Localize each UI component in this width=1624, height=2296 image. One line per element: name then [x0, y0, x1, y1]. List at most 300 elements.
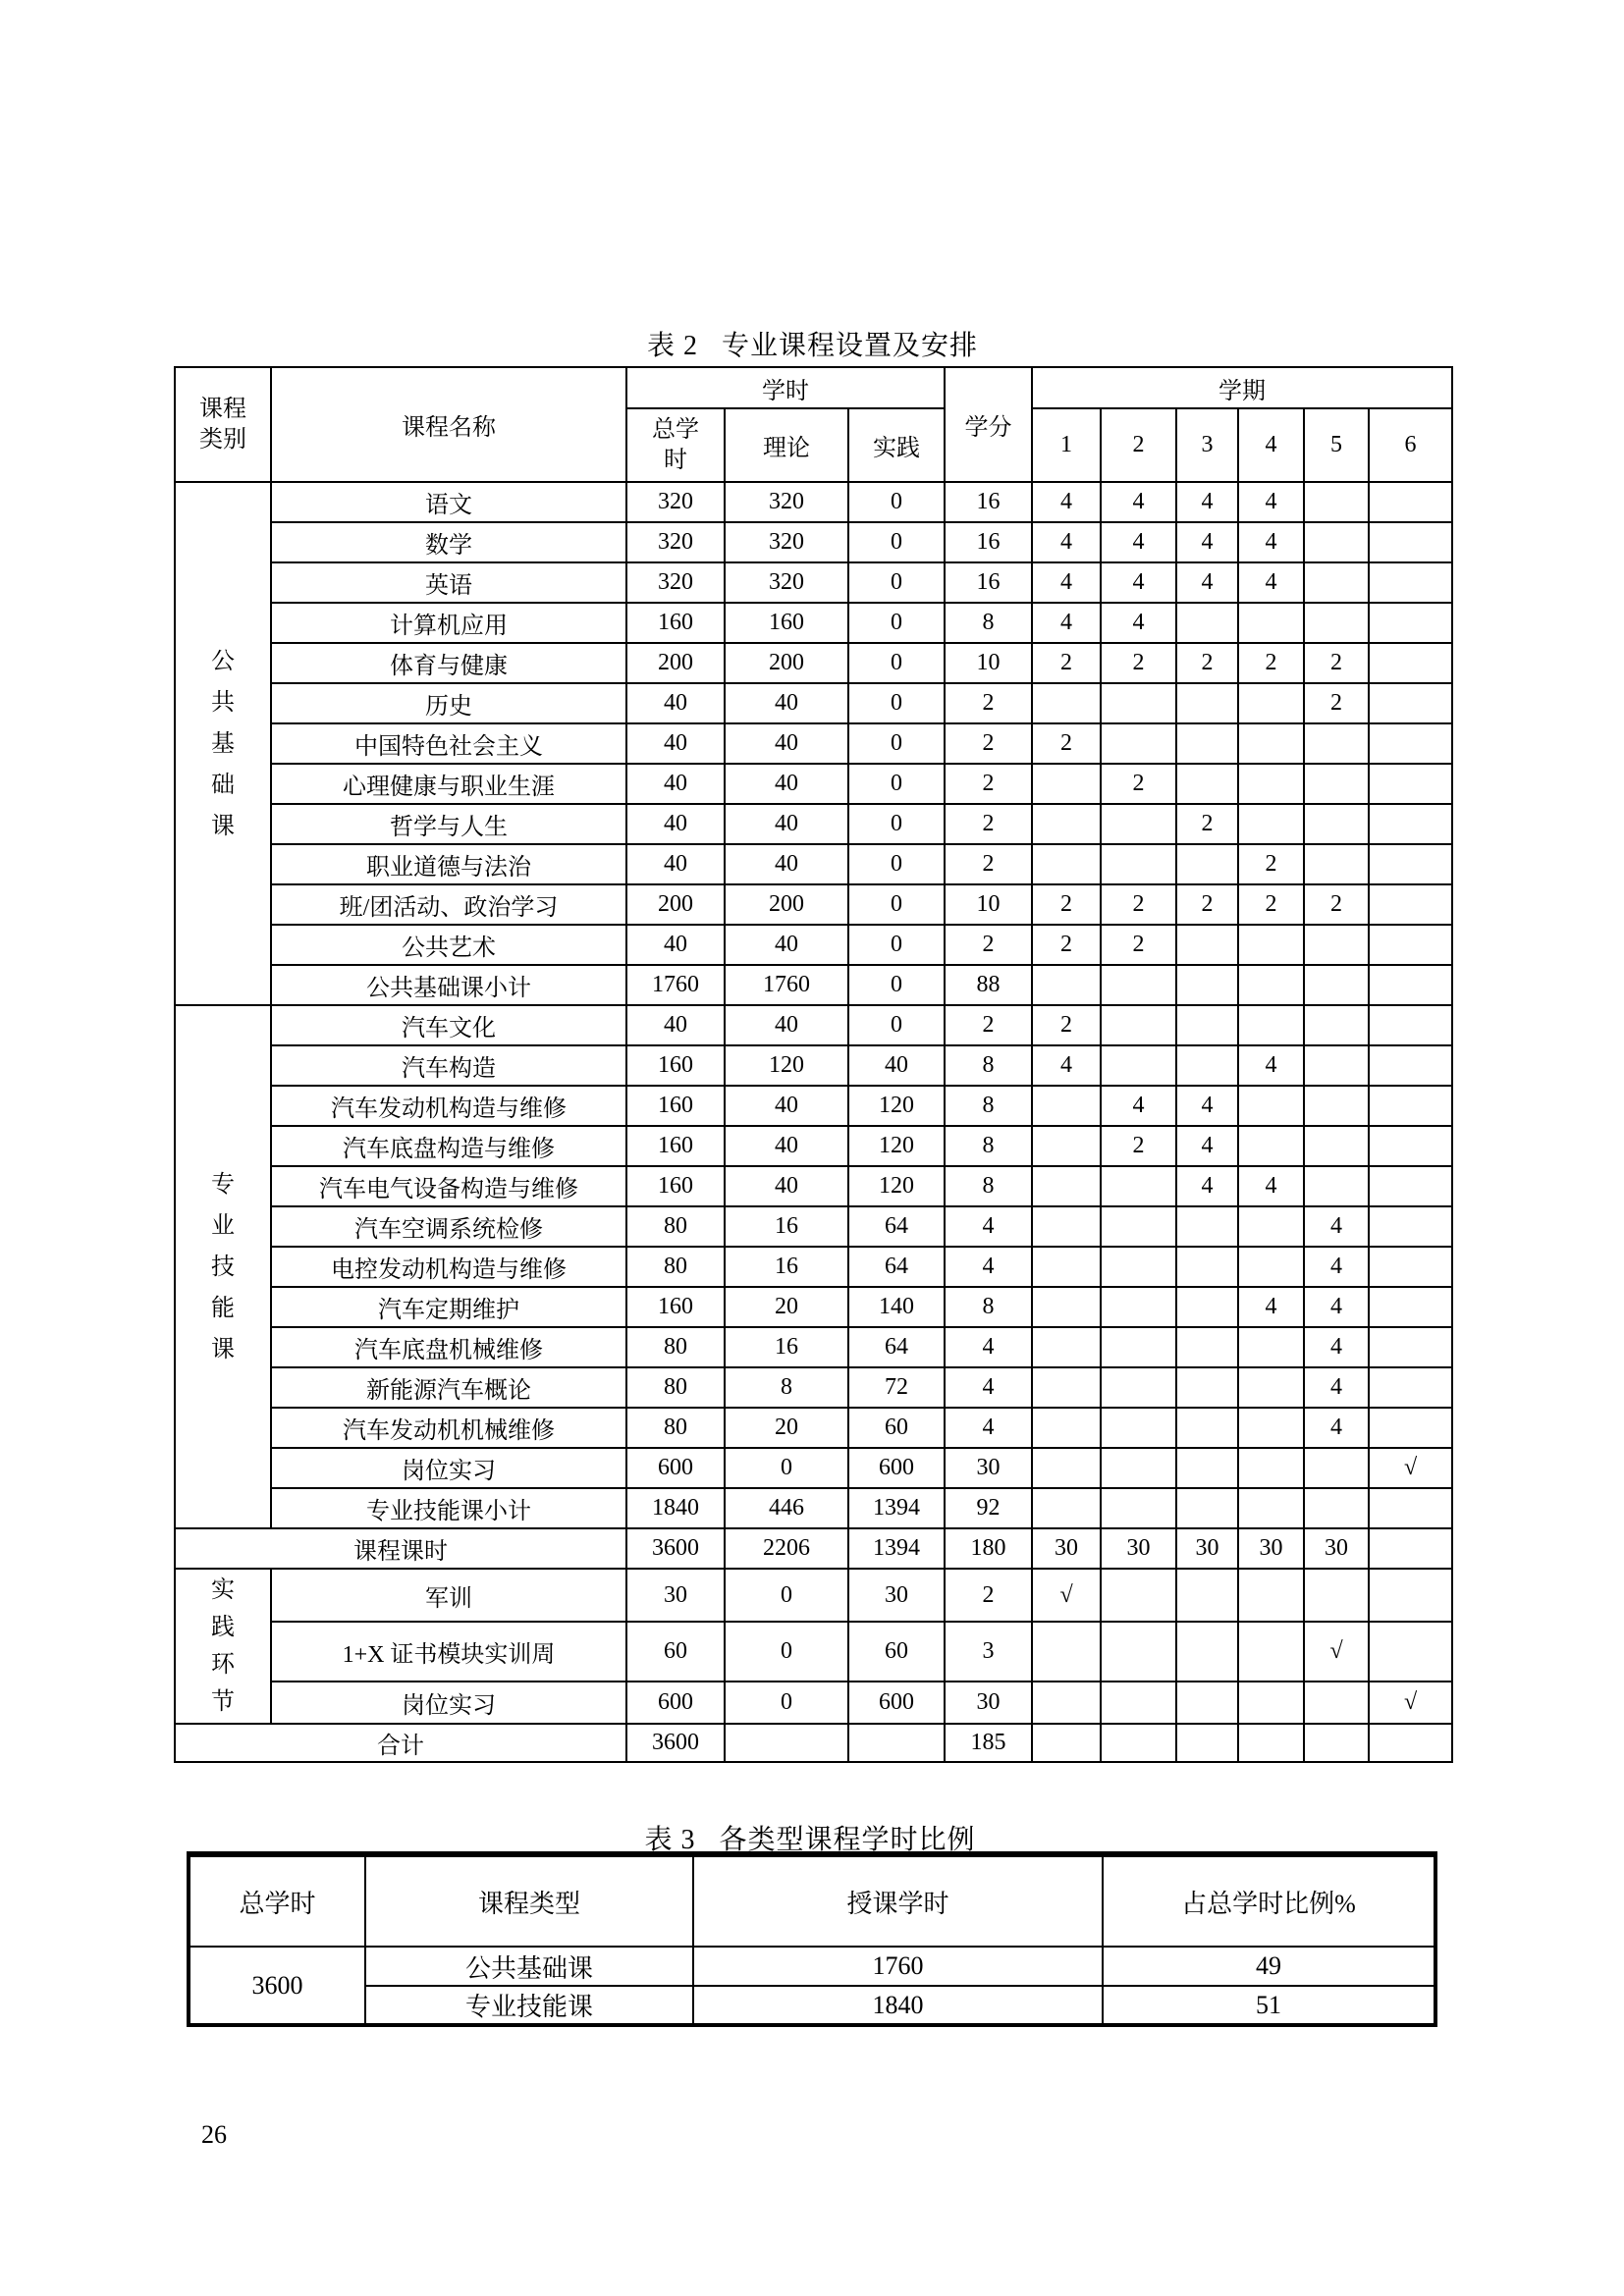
header-total-hours-line1: 总学 [652, 416, 699, 443]
theory-cell: 40 [725, 1086, 848, 1126]
credits-cell: 92 [945, 1488, 1032, 1528]
semester-cell: 4 [1238, 1287, 1304, 1327]
semester-cell [1101, 1682, 1176, 1724]
semester-cell [1176, 1408, 1238, 1448]
semester-cell [1369, 683, 1452, 723]
category-char: 共 [211, 689, 235, 716]
semester-cell [1238, 1408, 1304, 1448]
course-row [175, 1247, 1452, 1287]
semester-cell [1238, 1247, 1304, 1287]
semester-cell [1304, 1005, 1369, 1045]
semester-cell: 4 [1304, 1367, 1369, 1408]
semester-cell [1176, 1005, 1238, 1045]
total-hours-cell: 3600 [189, 1947, 365, 2025]
semester-cell: 2 [1032, 643, 1101, 683]
category-char: 专 [211, 1171, 235, 1198]
semester-cell [1238, 925, 1304, 965]
course-name-cell: 公共基础课小计 [271, 965, 626, 1005]
semester-cell [1176, 1488, 1238, 1528]
course-type-cell: 公共基础课 [365, 1947, 693, 1986]
total-cell: 80 [626, 1367, 725, 1408]
theory-cell: 0 [725, 1622, 848, 1682]
total-cell: 40 [626, 844, 725, 884]
theory-cell: 0 [725, 1448, 848, 1488]
theory-cell: 40 [725, 683, 848, 723]
semester-cell [1369, 1327, 1452, 1367]
semester-cell: 4 [1238, 1166, 1304, 1206]
semester-cell [1101, 1724, 1176, 1762]
semester-cell [1238, 1724, 1304, 1762]
percent-cell: 49 [1103, 1947, 1435, 1986]
theory-cell: 446 [725, 1488, 848, 1528]
course-name-cell: 汽车空调系统检修 [271, 1206, 626, 1247]
practice-cell: 1394 [848, 1528, 945, 1569]
semester-cell: 4 [1176, 562, 1238, 603]
course-name-cell: 汽车底盘构造与维修 [271, 1126, 626, 1166]
semester-cell [1176, 1247, 1238, 1287]
semester-cell [1304, 1682, 1369, 1724]
percent-cell: 51 [1103, 1986, 1435, 2025]
category-cell [175, 482, 271, 1005]
total-cell: 40 [626, 764, 725, 804]
semester-cell [1369, 965, 1452, 1005]
semester-cell [1369, 844, 1452, 884]
credits-cell: 16 [945, 562, 1032, 603]
table2-title: 表 2 专业课程设置及安排 [646, 331, 978, 361]
theory-cell: 160 [725, 603, 848, 643]
practice-cell: 30 [848, 1569, 945, 1622]
semester-cell: 4 [1238, 562, 1304, 603]
semester-cell [1176, 965, 1238, 1005]
semester-cell [1101, 723, 1176, 764]
practice-cell: 0 [848, 643, 945, 683]
semester-cell [1176, 1724, 1238, 1762]
credits-cell: 2 [945, 723, 1032, 764]
total-cell: 600 [626, 1448, 725, 1488]
semester-cell [1238, 1488, 1304, 1528]
total-cell: 3600 [626, 1724, 725, 1762]
header-semester-3: 3 [1176, 408, 1238, 482]
practice-cell: 1394 [848, 1488, 945, 1528]
semester-cell: 4 [1176, 482, 1238, 522]
course-name-cell: 英语 [271, 562, 626, 603]
header-semester-6: 6 [1369, 408, 1452, 482]
credits-cell: 16 [945, 522, 1032, 562]
semester-cell: 2 [1101, 643, 1176, 683]
course-row [175, 522, 1452, 562]
semester-cell [1369, 925, 1452, 965]
semester-cell [1238, 764, 1304, 804]
semester-cell [1032, 1166, 1101, 1206]
course-row [175, 844, 1452, 884]
semester-cell [1238, 683, 1304, 723]
theory-cell: 16 [725, 1327, 848, 1367]
practice-cell: 60 [848, 1408, 945, 1448]
semester-cell [1369, 1724, 1452, 1762]
course-name-cell: 专业技能课小计 [271, 1488, 626, 1528]
practice-cell: 0 [848, 764, 945, 804]
theory-cell: 40 [725, 844, 848, 884]
semester-cell: √ [1032, 1569, 1101, 1622]
semester-cell: 2 [1238, 844, 1304, 884]
semester-cell [1369, 1045, 1452, 1086]
semester-cell [1101, 1569, 1176, 1622]
header-hours-group: 学时 [626, 367, 945, 408]
semester-cell [1369, 1569, 1452, 1622]
semester-cell [1238, 1569, 1304, 1622]
course-row [175, 804, 1452, 844]
table3-header-row [189, 1854, 1435, 1947]
course-name-cell: 哲学与人生 [271, 804, 626, 844]
credits-cell: 88 [945, 965, 1032, 1005]
course-row [175, 1005, 1452, 1045]
credits-cell: 10 [945, 884, 1032, 925]
header-course-type: 课程类型 [365, 1854, 693, 1947]
ratio-row [189, 1986, 1435, 2025]
semester-cell [1101, 965, 1176, 1005]
theory-cell: 0 [725, 1682, 848, 1724]
course-hours-total-label: 课程课时 [175, 1528, 626, 1569]
teaching-hours-cell: 1760 [693, 1947, 1103, 1986]
semester-cell [1032, 1247, 1101, 1287]
course-type-cell: 专业技能课 [365, 1986, 693, 2025]
course-schedule-table [174, 366, 1453, 1763]
grand-total-label: 合计 [175, 1724, 626, 1762]
semester-cell [1176, 925, 1238, 965]
semester-cell: √ [1369, 1448, 1452, 1488]
course-row [175, 1287, 1452, 1327]
semester-cell [1304, 1166, 1369, 1206]
course-name-cell: 中国特色社会主义 [271, 723, 626, 764]
semester-cell [1369, 1126, 1452, 1166]
semester-cell: 4 [1176, 1086, 1238, 1126]
category-cell [175, 1569, 271, 1724]
semester-cell [1101, 1206, 1176, 1247]
semester-cell [1176, 603, 1238, 643]
category-char: 能 [211, 1295, 235, 1321]
header-semester-group: 学期 [1032, 367, 1452, 408]
semester-cell: 4 [1238, 482, 1304, 522]
practice-cell: 0 [848, 884, 945, 925]
semester-cell [1101, 1005, 1176, 1045]
header-total-study-hours: 总学时 [189, 1854, 365, 1947]
semester-cell: 2 [1032, 925, 1101, 965]
course-row [175, 603, 1452, 643]
theory-cell: 320 [725, 482, 848, 522]
semester-cell [1032, 764, 1101, 804]
semester-cell [1238, 804, 1304, 844]
course-row [175, 1086, 1452, 1126]
semester-cell: 4 [1304, 1247, 1369, 1287]
semester-cell [1032, 804, 1101, 844]
semester-cell [1369, 1247, 1452, 1287]
course-row [175, 1045, 1452, 1086]
semester-cell: 2 [1238, 643, 1304, 683]
semester-cell [1101, 1408, 1176, 1448]
semester-cell: 4 [1101, 522, 1176, 562]
semester-cell [1369, 643, 1452, 683]
course-name-cell: 汽车文化 [271, 1005, 626, 1045]
semester-cell [1238, 1622, 1304, 1682]
credits-cell: 8 [945, 1086, 1032, 1126]
practice-cell: 64 [848, 1327, 945, 1367]
semester-cell [1304, 1448, 1369, 1488]
semester-cell [1369, 1287, 1452, 1327]
course-name-cell: 班/团活动、政治学习 [271, 884, 626, 925]
semester-cell [1369, 1367, 1452, 1408]
course-name-cell: 汽车构造 [271, 1045, 626, 1086]
practice-cell: 120 [848, 1086, 945, 1126]
semester-cell [1101, 804, 1176, 844]
credits-cell: 2 [945, 804, 1032, 844]
semester-cell [1369, 1528, 1452, 1569]
page-number: 26 [201, 2120, 227, 2149]
semester-cell: 4 [1032, 482, 1101, 522]
semester-cell [1176, 764, 1238, 804]
practice-row [175, 1682, 1452, 1724]
course-name-cell: 军训 [271, 1569, 626, 1622]
semester-cell: 2 [1304, 683, 1369, 723]
semester-cell: 30 [1032, 1528, 1101, 1569]
semester-cell: √ [1304, 1622, 1369, 1682]
semester-cell: 4 [1176, 1126, 1238, 1166]
semester-cell: 4 [1101, 1086, 1176, 1126]
semester-cell: 2 [1032, 1005, 1101, 1045]
theory-cell: 40 [725, 1126, 848, 1166]
credits-cell: 3 [945, 1622, 1032, 1682]
semester-cell [1176, 1327, 1238, 1367]
course-row [175, 1367, 1452, 1408]
theory-cell: 0 [725, 1569, 848, 1622]
category-char: 实 [211, 1577, 235, 1603]
practice-cell: 60 [848, 1622, 945, 1682]
header-course-category [175, 367, 271, 482]
semester-cell [1176, 1367, 1238, 1408]
semester-cell: 4 [1176, 522, 1238, 562]
semester-cell: 4 [1101, 562, 1176, 603]
total-cell: 40 [626, 1005, 725, 1045]
course-row [175, 1126, 1452, 1166]
total-cell: 80 [626, 1206, 725, 1247]
semester-cell: 2 [1176, 643, 1238, 683]
total-cell: 80 [626, 1408, 725, 1448]
header-course-name: 课程名称 [271, 367, 626, 482]
total-cell: 80 [626, 1247, 725, 1287]
semester-cell [1369, 1166, 1452, 1206]
semester-cell [1369, 1408, 1452, 1448]
course-row [175, 1166, 1452, 1206]
semester-cell [1304, 1126, 1369, 1166]
semester-cell: 4 [1304, 1287, 1369, 1327]
header-course-category-line1: 课程 [199, 396, 246, 422]
semester-cell [1369, 522, 1452, 562]
semester-cell [1032, 1724, 1101, 1762]
category-char: 基 [211, 730, 235, 757]
course-name-cell: 语文 [271, 482, 626, 522]
course-row [175, 1327, 1452, 1367]
practice-cell: 0 [848, 562, 945, 603]
course-row [175, 482, 1452, 522]
semester-cell: 30 [1101, 1528, 1176, 1569]
semester-cell [1032, 965, 1101, 1005]
category-char: 技 [211, 1254, 235, 1280]
semester-cell [1101, 1045, 1176, 1086]
semester-cell: 4 [1101, 482, 1176, 522]
credits-cell: 16 [945, 482, 1032, 522]
total-cell: 60 [626, 1622, 725, 1682]
semester-cell [1369, 603, 1452, 643]
semester-cell [1101, 1367, 1176, 1408]
course-hours-total-row [175, 1528, 1452, 1569]
course-row [175, 562, 1452, 603]
credits-cell: 30 [945, 1448, 1032, 1488]
header-practice: 实践 [848, 408, 945, 482]
category-char: 业 [211, 1212, 235, 1239]
semester-cell [1304, 482, 1369, 522]
semester-cell [1304, 1086, 1369, 1126]
semester-cell [1101, 1247, 1176, 1287]
semester-cell [1101, 1287, 1176, 1327]
credits-cell: 2 [945, 1005, 1032, 1045]
semester-cell [1304, 562, 1369, 603]
course-row [175, 1488, 1452, 1528]
semester-cell: 4 [1304, 1327, 1369, 1367]
semester-cell [1101, 683, 1176, 723]
course-row [175, 965, 1452, 1005]
course-row [175, 884, 1452, 925]
credits-cell: 8 [945, 1045, 1032, 1086]
semester-cell: 30 [1304, 1528, 1369, 1569]
credits-cell: 4 [945, 1367, 1032, 1408]
semester-cell [1304, 723, 1369, 764]
practice-cell: 120 [848, 1166, 945, 1206]
credits-cell: 30 [945, 1682, 1032, 1724]
course-name-cell: 汽车发动机机械维修 [271, 1408, 626, 1448]
practice-cell: 0 [848, 844, 945, 884]
semester-cell: 2 [1238, 884, 1304, 925]
total-cell: 600 [626, 1682, 725, 1724]
semester-cell: 4 [1238, 522, 1304, 562]
semester-cell [1369, 1622, 1452, 1682]
semester-cell [1238, 1367, 1304, 1408]
course-row [175, 1408, 1452, 1448]
total-cell: 80 [626, 1327, 725, 1367]
semester-cell [1369, 1488, 1452, 1528]
total-cell: 160 [626, 1126, 725, 1166]
semester-cell: 2 [1304, 884, 1369, 925]
category-cell [175, 1005, 271, 1528]
semester-cell: 2 [1101, 884, 1176, 925]
course-row [175, 723, 1452, 764]
semester-cell [1304, 844, 1369, 884]
total-cell: 160 [626, 1166, 725, 1206]
semester-cell [1176, 1287, 1238, 1327]
semester-cell [1032, 1622, 1101, 1682]
semester-cell [1304, 1724, 1369, 1762]
total-cell: 320 [626, 562, 725, 603]
total-cell: 320 [626, 482, 725, 522]
course-name-cell: 汽车电气设备构造与维修 [271, 1166, 626, 1206]
practice-row [175, 1622, 1452, 1682]
semester-cell [1238, 965, 1304, 1005]
category-char: 础 [211, 772, 235, 798]
header-total-hours-line2: 时 [664, 447, 687, 473]
semester-cell: 2 [1304, 643, 1369, 683]
semester-cell: 4 [1032, 603, 1101, 643]
theory-cell: 20 [725, 1408, 848, 1448]
semester-cell [1304, 522, 1369, 562]
semester-cell: 2 [1101, 764, 1176, 804]
semester-cell [1176, 1448, 1238, 1488]
semester-cell [1032, 683, 1101, 723]
course-row [175, 764, 1452, 804]
semester-cell: 4 [1238, 1045, 1304, 1086]
table2-header-row-1 [175, 367, 1452, 408]
header-semester-5: 5 [1304, 408, 1369, 482]
grand-total-row [175, 1724, 1452, 1762]
semester-cell [1238, 723, 1304, 764]
theory-cell: 120 [725, 1045, 848, 1086]
course-name-cell: 计算机应用 [271, 603, 626, 643]
practice-cell: 64 [848, 1206, 945, 1247]
semester-cell: 4 [1032, 1045, 1101, 1086]
semester-cell [1238, 1005, 1304, 1045]
theory-cell: 40 [725, 764, 848, 804]
semester-cell [1101, 1166, 1176, 1206]
theory-cell [725, 1724, 848, 1762]
semester-cell [1032, 1682, 1101, 1724]
semester-cell [1101, 1327, 1176, 1367]
theory-cell: 40 [725, 1005, 848, 1045]
practice-cell: 600 [848, 1682, 945, 1724]
credits-cell: 2 [945, 1569, 1032, 1622]
course-row [175, 1206, 1452, 1247]
semester-cell [1032, 1448, 1101, 1488]
category-char: 践 [211, 1615, 235, 1640]
credits-cell: 2 [945, 844, 1032, 884]
theory-cell: 40 [725, 925, 848, 965]
semester-cell [1369, 1005, 1452, 1045]
practice-cell: 0 [848, 925, 945, 965]
theory-cell: 8 [725, 1367, 848, 1408]
semester-cell [1032, 1327, 1101, 1367]
total-cell: 40 [626, 723, 725, 764]
semester-cell [1101, 1448, 1176, 1488]
header-percent-of-total: 占总学时比例% [1103, 1854, 1435, 1947]
semester-cell [1304, 764, 1369, 804]
credits-cell: 8 [945, 1126, 1032, 1166]
course-row [175, 925, 1452, 965]
course-row [175, 683, 1452, 723]
total-cell: 1840 [626, 1488, 725, 1528]
credits-cell: 8 [945, 1287, 1032, 1327]
semester-cell [1369, 562, 1452, 603]
category-char: 节 [211, 1689, 235, 1715]
credits-cell: 2 [945, 764, 1032, 804]
header-total-hours [626, 408, 725, 482]
semester-cell [1369, 804, 1452, 844]
header-semester-4: 4 [1238, 408, 1304, 482]
semester-cell [1304, 1569, 1369, 1622]
semester-cell [1032, 1206, 1101, 1247]
practice-cell: 0 [848, 603, 945, 643]
theory-cell: 16 [725, 1206, 848, 1247]
semester-cell: 4 [1032, 522, 1101, 562]
theory-cell: 320 [725, 562, 848, 603]
category-char: 环 [211, 1652, 235, 1678]
practice-cell: 0 [848, 723, 945, 764]
semester-cell [1101, 844, 1176, 884]
